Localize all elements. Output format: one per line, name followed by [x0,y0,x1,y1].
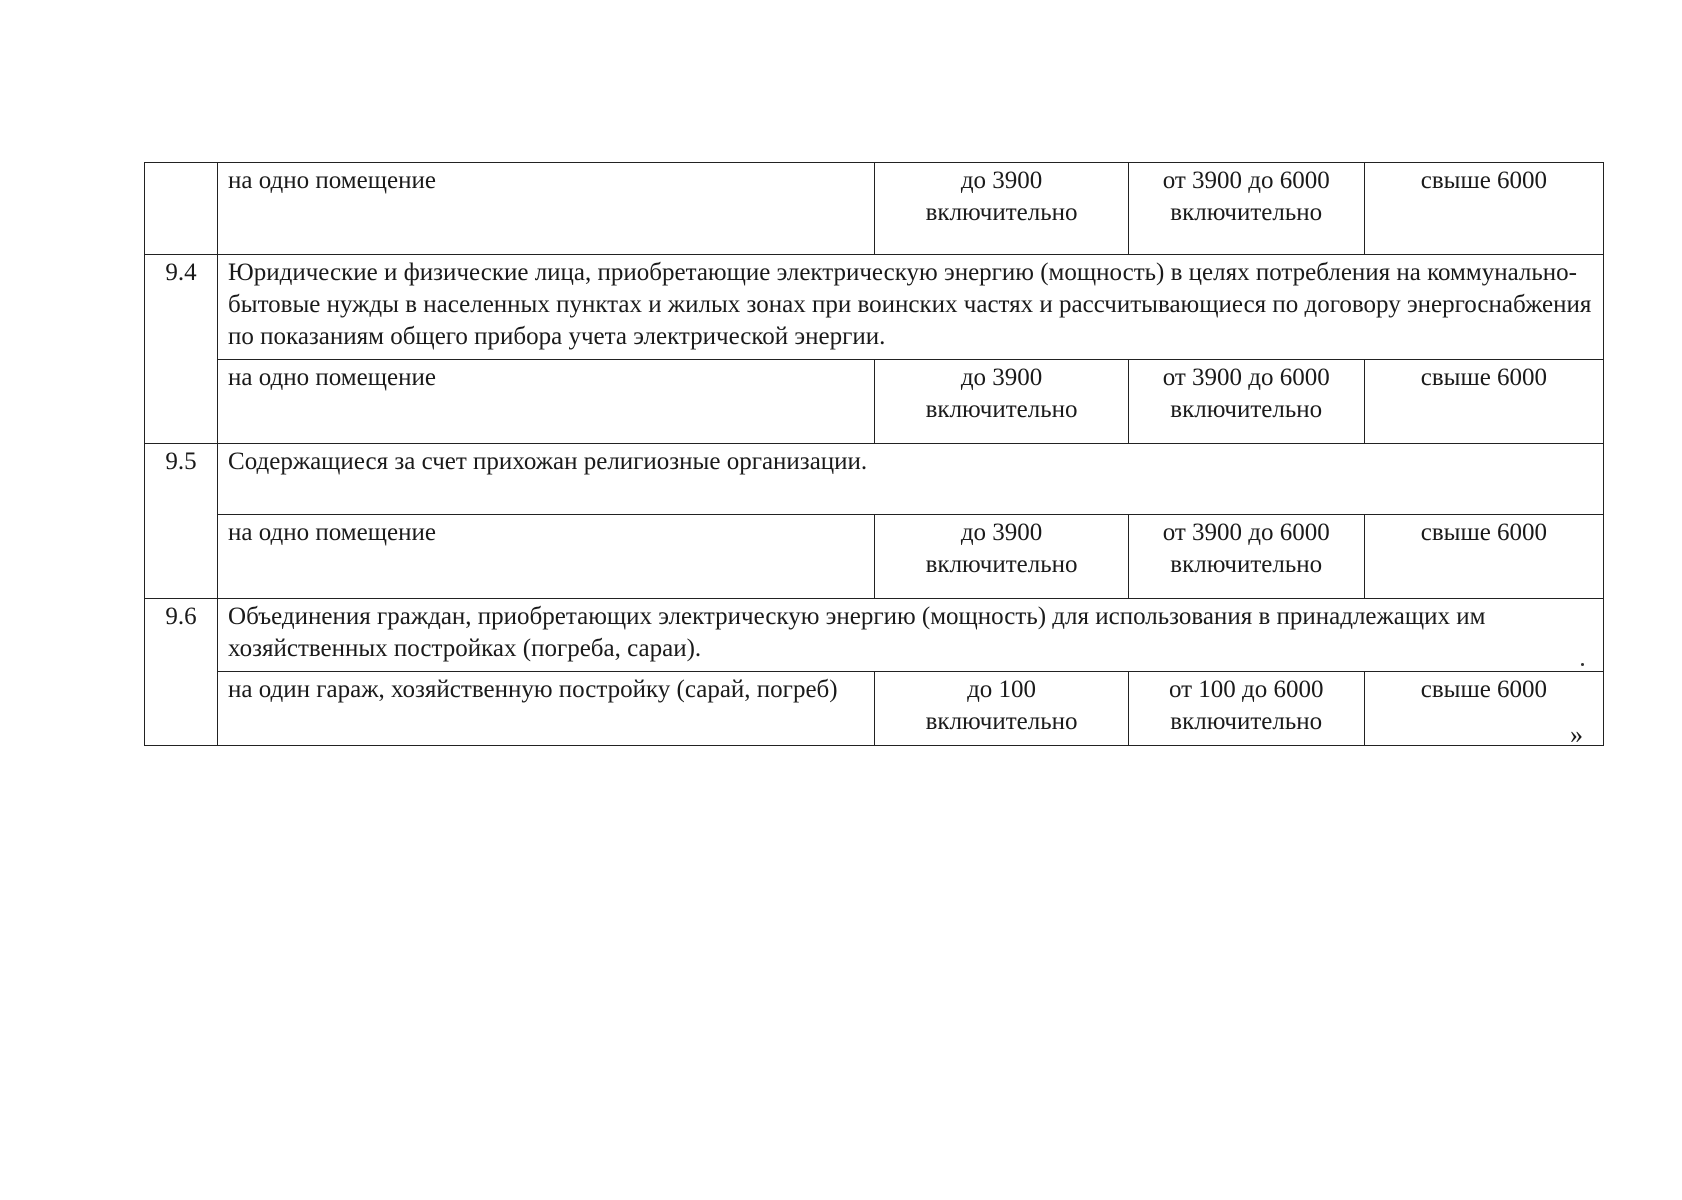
range-mid-value: от 3900 до 6000 [1162,519,1330,546]
section-number: 9.4 [145,255,218,444]
range-low-value: до 3900 [960,364,1043,391]
row-number-cell [145,163,218,255]
range-low-value: до 3900 [960,519,1043,546]
section-row-9-6 [145,599,1604,672]
range-mid-cell [1128,163,1364,255]
row-label: на один гараж, хозяйственную постройку (сарай, погреб) [218,672,875,746]
table-row [145,672,1604,746]
section-number: 9.5 [145,444,218,599]
section-description: Юридические и физические лица, приобретающие электрическую энергию (мощность) в целях потребления на коммунально-бытовые нужды в населенных пунктах и жилых зонах при воинских частях и рассчитывающиеся по договору энергоснабжения по показаниям общего прибора учета электрической энергии. [218,255,1604,360]
table-row [145,163,1604,255]
range-low-cell [875,163,1128,255]
row-label: на одно помещение [218,515,875,599]
range-mid-qualifier: включительно [1170,396,1323,423]
range-low-qualifier: включительно [925,551,1078,578]
row-label: на одно помещение [218,163,875,255]
row-label: на одно помещение [218,360,875,444]
section-row-9-5 [145,444,1604,515]
section-description: Содержащиеся за счет прихожан религиозные организации. [218,444,1604,515]
section-description: Объединения граждан, приобретающих электрическую энергию (мощность) для использования в принадлежащих им хозяйственных постройках (погреба, сараи). [218,599,1604,672]
scan-speck [1581,663,1584,666]
range-low-cell [875,515,1128,599]
range-high-cell: свыше 6000 [1364,163,1603,255]
section-row-9-4 [145,255,1604,360]
range-low-qualifier: включительно [925,396,1078,423]
range-low-value: до 100 [967,676,1037,703]
range-low-cell [875,360,1128,444]
closing-quote-mark: » [1570,720,1583,749]
section-number: 9.6 [145,599,218,746]
range-high-cell: свыше 6000 [1364,672,1603,746]
range-low-value: до 3900 [960,167,1043,194]
range-low-qualifier: включительно [925,708,1078,735]
range-high-cell: свыше 6000 [1364,515,1603,599]
tariff-table [144,162,1604,746]
range-high-cell: свыше 6000 [1364,360,1603,444]
range-mid-cell [1128,515,1364,599]
range-mid-qualifier: включительно [1170,199,1323,226]
table-row [145,360,1604,444]
table-row [145,515,1604,599]
range-mid-cell [1128,672,1364,746]
range-low-qualifier: включительно [925,199,1078,226]
range-mid-value: от 3900 до 6000 [1162,167,1330,194]
range-low-cell [875,672,1128,746]
range-mid-value: от 3900 до 6000 [1162,364,1330,391]
range-mid-qualifier: включительно [1170,708,1323,735]
range-mid-qualifier: включительно [1170,551,1323,578]
range-mid-value: от 100 до 6000 [1168,676,1324,703]
range-mid-cell [1128,360,1364,444]
